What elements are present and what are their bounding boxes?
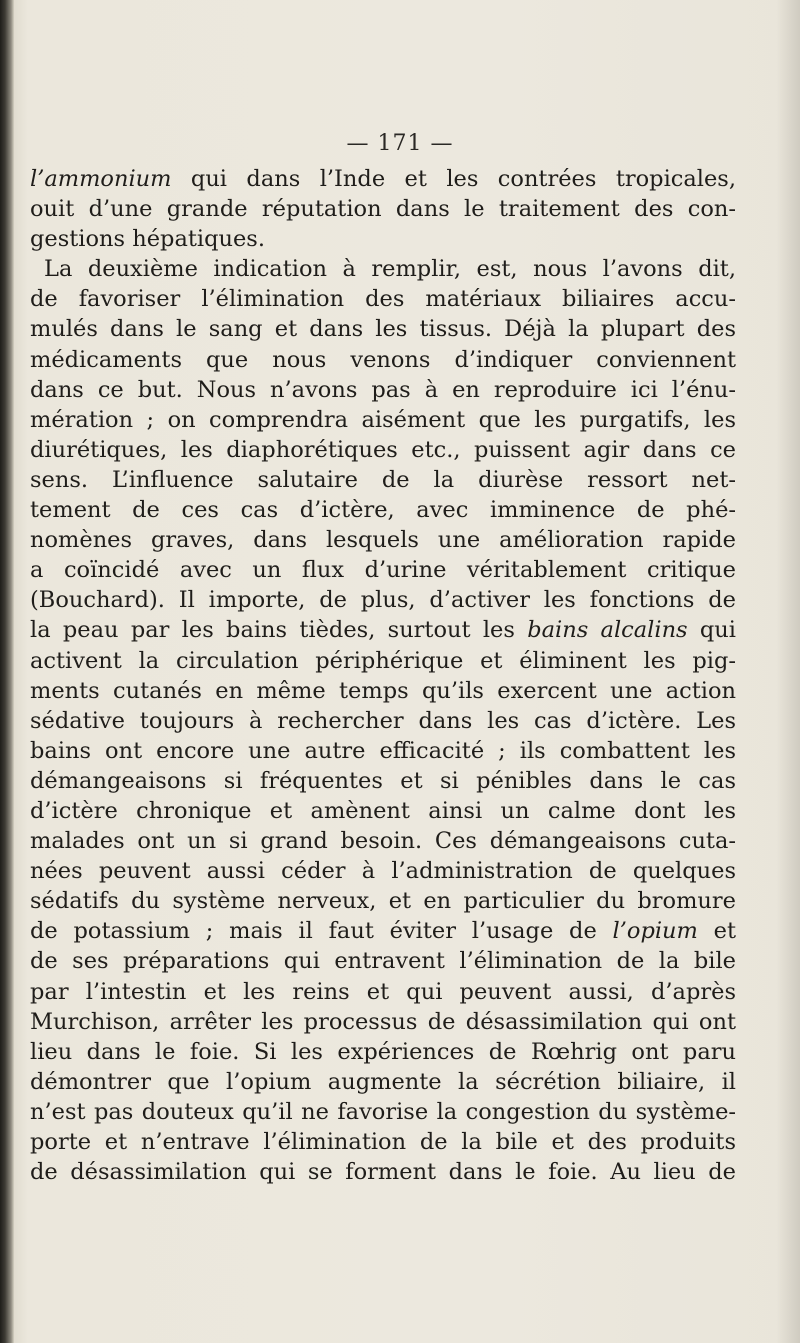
line-text: porte et n’entrave l’élimination de la bile et des produits [30, 1129, 736, 1155]
text-line [30, 1157, 736, 1187]
line-text: nées peuvent aussi céder à l’administration de quelques [30, 858, 736, 885]
book-gutter [0, 0, 14, 1343]
line-text: qui [687, 617, 736, 644]
text-line [30, 615, 736, 645]
text-line [30, 676, 736, 706]
text-line [30, 224, 736, 254]
text-line [30, 314, 736, 344]
line-text: dans ce but. Nous n’avons pas à en reproduire ici l’énu- [30, 376, 736, 403]
text-line [30, 465, 736, 495]
line-text: démontrer que l’opium augmente la sécrétion biliaire, il [30, 1068, 736, 1095]
text-line [30, 555, 736, 585]
line-text: (Bouchard). Il importe, de plus, d’activer les fonctions de [30, 587, 736, 614]
line-text: tement de ces cas d’ictère, avec imminence de phé- [30, 497, 736, 524]
text-line [30, 1067, 736, 1097]
text-line [30, 916, 736, 946]
text-line [30, 405, 736, 435]
line-text: bains ont encore une autre efficacité ; ils combattent les [30, 737, 736, 764]
line-text: de désassimilation qui se forment dans le foie. Au lieu de [30, 1159, 736, 1186]
text-line [30, 1037, 736, 1067]
line-text: diurétiques, les diaphorétiques etc., puissent agir dans ce [30, 436, 736, 463]
line-text: gestions hépatiques. [30, 226, 266, 253]
line-text: par l’intestin et les reins et qui peuvent aussi, d’après [30, 978, 736, 1005]
text-line [30, 254, 736, 284]
body-text [30, 164, 736, 1187]
line-text: a coïncidé avec un flux d’urine véritablement critique [30, 557, 736, 584]
text-line [30, 856, 736, 886]
text-line [30, 796, 736, 826]
line-text: ouit d’une grande réputation dans le traitement des con- [30, 196, 736, 223]
page-number-header: — 171 — [346, 131, 454, 156]
text-line [30, 766, 736, 796]
text-line [30, 706, 736, 736]
line-text: activent la circulation périphérique et éliminent les pig- [30, 647, 736, 674]
line-text: démangeaisons si fréquentes et si pénibles dans le cas [30, 767, 736, 794]
line-text: de favoriser l’élimination des matériaux biliaires accu- [30, 286, 736, 313]
line-text: de potassium ; mais il faut éviter l’usage de [30, 918, 613, 945]
italic-text: bains alcalins [527, 617, 688, 644]
text-line [30, 585, 736, 615]
line-text: nomènes graves, dans lesquels une amélioration rapide [30, 527, 736, 554]
line-text: ments cutanés en même temps qu’ils exercent une action [30, 677, 736, 704]
text-line [30, 826, 736, 856]
line-text: mération ; on comprendra aisément que les purgatifs, les [30, 406, 736, 433]
text-line [30, 736, 736, 766]
text-line [30, 164, 736, 194]
line-text: qui dans l’Inde et les contrées tropicales, [171, 166, 736, 192]
text-line [30, 1007, 736, 1037]
line-text: sédatifs du système nerveux, et en particulier du bromure [30, 888, 736, 915]
line-text: mulés dans le sang et dans les tissus. Déjà la plupart des [30, 316, 736, 343]
page-edge-shadow [776, 0, 800, 1343]
text-line [30, 194, 736, 224]
line-text: La deuxième indication à remplir, est, nous l’avons dit, [44, 256, 736, 283]
line-text: médicaments que nous venons d’indiquer conviennent [30, 346, 736, 373]
text-line [30, 1097, 736, 1127]
line-text: n’est pas douteux qu’il ne favorise la congestion du système- [30, 1098, 736, 1125]
line-text: lieu dans le foie. Si les expériences de Rœhrig ont paru [30, 1038, 736, 1065]
text-line [30, 525, 736, 555]
text-line [30, 646, 736, 676]
text-line [30, 495, 736, 525]
line-text: et [697, 918, 736, 945]
line-text: la peau par les bains tièdes, surtout les [30, 617, 528, 644]
line-text: de ses préparations qui entravent l’élimination de la bile [30, 948, 736, 975]
line-text: sédative toujours à rechercher dans les cas d’ictère. Les [30, 707, 736, 734]
text-line [30, 284, 736, 314]
text-line [30, 886, 736, 916]
text-line [30, 375, 736, 405]
text-line [30, 345, 736, 375]
italic-text: l’opium [612, 918, 698, 945]
text-line [30, 1127, 736, 1157]
text-line [30, 435, 736, 465]
line-text: Murchison, arrêter les processus de désassimilation qui ont [30, 1008, 736, 1035]
italic-text: l’ammonium [30, 166, 172, 192]
line-text: sens. L’influence salutaire de la diurèse ressort net- [30, 466, 736, 493]
text-line [30, 946, 736, 976]
line-text: d’ictère chronique et amènent ainsi un calme dont les [30, 797, 736, 824]
text-line [30, 977, 736, 1007]
line-text: malades ont un si grand besoin. Ces démangeaisons cuta- [30, 828, 736, 855]
